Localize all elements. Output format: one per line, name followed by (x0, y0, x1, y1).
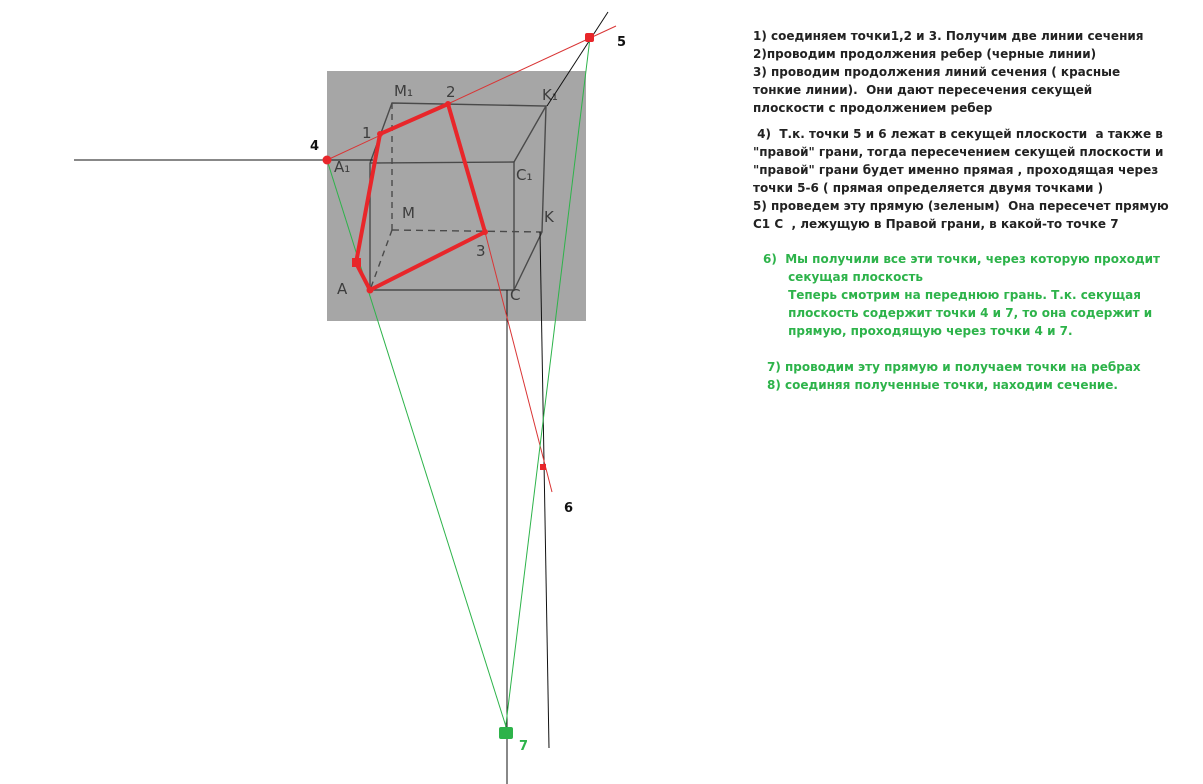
marker-point-5 (585, 33, 594, 42)
label-1: 1 (362, 124, 372, 142)
marker-point-1 (377, 131, 383, 137)
label-A: A (337, 280, 348, 298)
marker-point-A (367, 287, 374, 294)
steps-7-8-text: 7) проводим эту прямую и получаем точки на ребрах 8) соединяя полученные точки, находим сечение. (767, 360, 1141, 392)
marker-point-6 (540, 464, 546, 470)
label-M: M (402, 204, 415, 222)
point-label-7: 7 (519, 739, 529, 754)
marker-point-A-left (352, 258, 361, 267)
label-C1: C₁ (516, 166, 533, 184)
label-2: 2 (446, 83, 456, 101)
label-K1: K₁ (542, 86, 558, 104)
label-M1: M₁ (394, 82, 413, 100)
step-6-text: 6) Мы получили все эти точки, через которую проходит секущая плоскость Теперь смотрим на переднюю грань. Т.к. секущая плоскость содержит точки 4 и 7, то она содержит и прямую, проходящую через точки 4 и 7. (763, 252, 1160, 338)
label-3: 3 (476, 242, 486, 260)
label-A1: A₁ (334, 158, 351, 176)
steps-4-5-text: 4) Т.к. точки 5 и 6 лежат в секущей плоскости а также в "правой" грани, тогда пересечением секущей плоскости и "правой" грани будет именно прямая , проходящая через точки 5-6 ( прямая определяется двумя точками ) 5) проведем эту прямую (зеленым) Она пересечет прямую С1 С , лежущую в Правой грани, в какой-то точке 7 (753, 127, 1169, 231)
marker-point-3 (482, 229, 488, 235)
point-label-6: 6 (564, 501, 574, 516)
marker-point-2 (445, 101, 451, 107)
label-K: K (544, 208, 554, 226)
marker-point-4 (323, 156, 332, 165)
label-C: C (510, 286, 521, 304)
marker-point-7 (499, 727, 513, 739)
point-label-4: 4 (310, 139, 320, 154)
steps-1-3-text: 1) соединяем точки1,2 и 3. Получим две линии сечения 2)проводим продолжения ребер (черные линии) 3) проводим продолжения линий сечения ( красные тонкие линии). Они дают пересечения секущей плоскости с продолжением ребер (753, 29, 1144, 115)
point-label-5: 5 (617, 35, 627, 50)
